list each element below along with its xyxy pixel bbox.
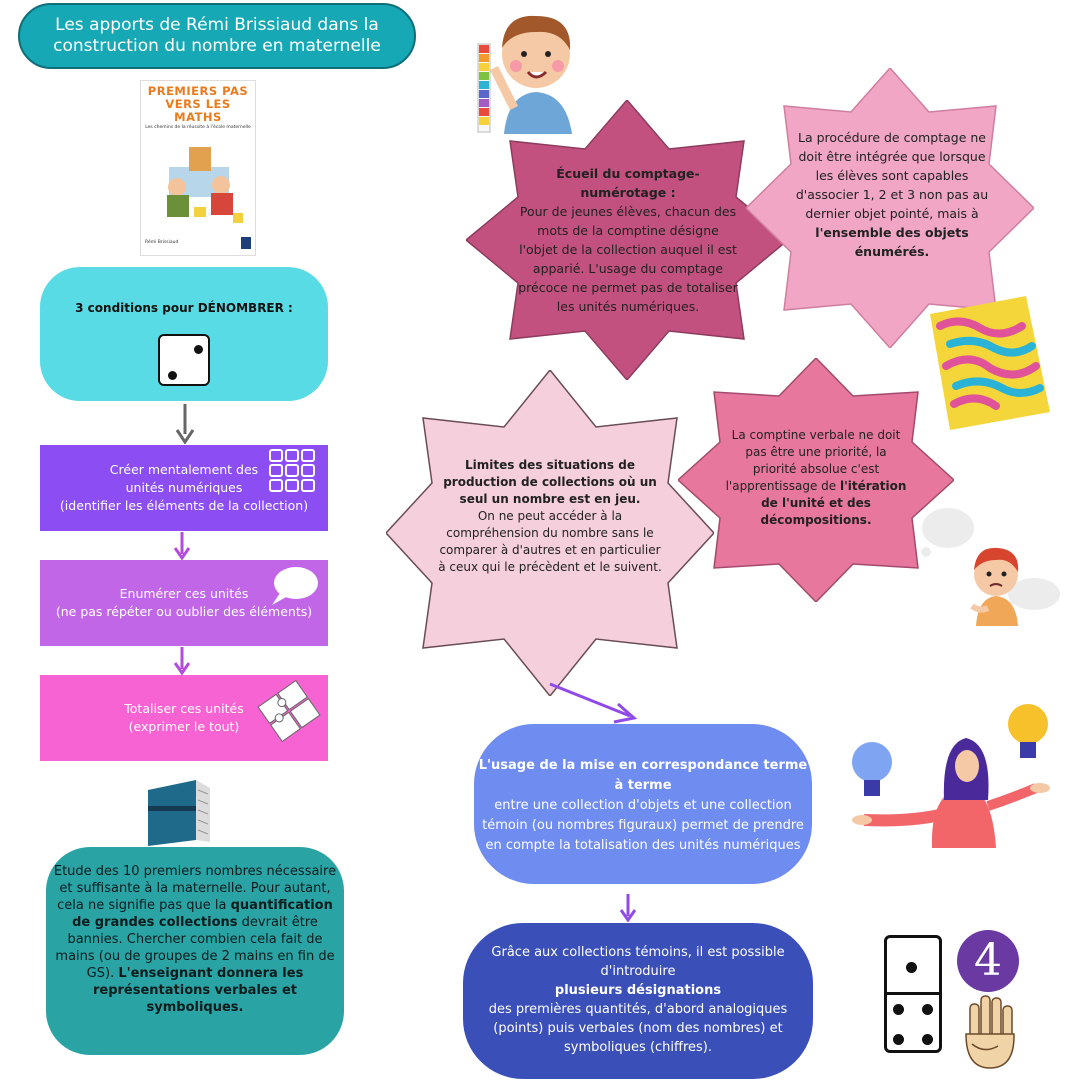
conditions-label: 3 conditions pour DÉNOMBRER : <box>75 301 293 315</box>
step-create-line1: Créer mentalement des <box>109 462 259 477</box>
study-text-2: devrait être bannies. Chercher combien cela fait de mains (ou de groupes de 2 mains en fin de GS). <box>55 915 335 981</box>
arrow-down-icon <box>176 404 194 444</box>
dice-pip <box>194 345 203 354</box>
arrow-down-icon <box>174 647 190 675</box>
domino-icon <box>884 935 942 1053</box>
book-title <box>147 85 249 124</box>
dice-two-icon <box>158 334 210 386</box>
star-ecueil-body: Pour de jeunes élèves, chacun des mots de la comptine désigne l'objet de la collection auquel il est apparié. L'usage du comptage précoce ne permet pas de totaliser les unités numériques. <box>518 204 738 314</box>
book-title-line2: VERS LES MATHS <box>165 97 231 124</box>
star-limites-body: On ne peut accéder à la compréhension du nombre sans le comparer à d'autres et en particulier à ceux qui le précèdent et le suivent. <box>438 509 662 574</box>
usage-body: entre une collection d'objets et une collection témoin (ou nombres figuraux) permet de prendre en compte la totalisation des unités numériques <box>482 798 804 853</box>
domino-divider <box>887 992 939 995</box>
book-cover <box>140 80 256 256</box>
dice-pip <box>168 371 177 380</box>
step-create-line3: (identifier les éléments de la collection) <box>59 498 309 513</box>
star-comptine-body: La comptine verbale ne doit pas être une priorité, la priorité absolue c'est l'apprentissage de <box>725 428 901 493</box>
study-text-bold-1: quantification de grandes collections <box>72 898 333 930</box>
usage-bold: L'usage de la mise en correspondance terme à terme <box>478 758 808 793</box>
page-title <box>18 3 416 69</box>
book-subtitle: Les chemins de la réussite à l'école maternelle <box>145 125 251 130</box>
woman-with-lightbulbs-illustration <box>846 702 1068 848</box>
grace-bold: plusieurs désignations <box>554 983 722 998</box>
book-title-line1: PREMIERS PAS <box>147 84 249 98</box>
book-illustration <box>149 137 249 229</box>
study-ten-numbers-panel <box>46 847 344 1055</box>
arrow-down-icon <box>620 894 636 922</box>
designations-panel <box>463 923 813 1079</box>
step-enumerate-line2: (ne pas répéter ou oublier des éléments) <box>55 604 313 619</box>
star-limites-title: Limites des situations de production de collections où un seul un nombre est en jeu. <box>443 458 657 506</box>
study-text-bold-2: L'enseignant donnera les représentations verbales et symboliques. <box>92 966 304 1015</box>
thinking-child-illustration <box>918 502 1068 628</box>
page-title-text: Les apports de Rémi Brissiaud dans la construction du nombre en maternelle <box>53 15 381 56</box>
grid-squares-icon <box>268 448 318 494</box>
number-four-badge: 4 <box>957 930 1019 992</box>
book-author: Rémi Brissiaud <box>145 240 179 245</box>
domino-pip <box>922 1034 933 1045</box>
step-total-line2: (exprimer le tout) <box>128 719 240 734</box>
books-stack-illustration <box>140 776 214 848</box>
puzzle-icon <box>252 680 326 742</box>
step-create-line2: unités numériques <box>125 480 243 495</box>
domino-pip <box>906 962 917 973</box>
star-procedure-body: La procédure de comptage ne doit être intégrée que lorsque les élèves sont capables d'associer 1, 2 et 3 non pas au dernier objet pointé, mais à <box>795 130 989 221</box>
domino-pip <box>922 1004 933 1015</box>
star-limites-text <box>436 457 664 576</box>
speech-bubble-icon <box>266 565 320 607</box>
step-total-line1: Totaliser ces unités <box>124 701 244 716</box>
study-text-1: Etude des 10 premiers nombres nécessaire et suffisante à la maternelle. Pour autant, cela ne signifie pas que la <box>53 864 337 913</box>
star-ecueil-text <box>516 164 740 316</box>
star-procedure-text <box>794 128 990 261</box>
star-ecueil-title: Écueil du comptage-numérotage : <box>556 166 700 200</box>
star-procedure-bold: l'ensemble des objets énumérés. <box>815 225 969 259</box>
arrow-diagonal-icon <box>548 680 640 724</box>
domino-pip <box>893 1004 904 1015</box>
domino-pip <box>893 1034 904 1045</box>
four-fingers-hand-icon <box>962 994 1020 1070</box>
grace-text-2: des premières quantités, d'abord analogiques (points) puis verbales (nom des nombres) et symboliques (chiffres). <box>488 1002 788 1055</box>
publisher-logo <box>241 237 251 249</box>
star-comptine-bold: l'itération de l'unité et des décompositions. <box>760 479 907 527</box>
grace-text-1: Grâce aux collections témoins, il est possible d'introduire <box>491 945 785 979</box>
arrow-down-icon <box>174 532 190 560</box>
step-enumerate-line1: Enumérer ces unités <box>119 586 249 601</box>
star-comptine-text <box>724 427 908 529</box>
usage-correspondance-panel <box>474 724 812 884</box>
